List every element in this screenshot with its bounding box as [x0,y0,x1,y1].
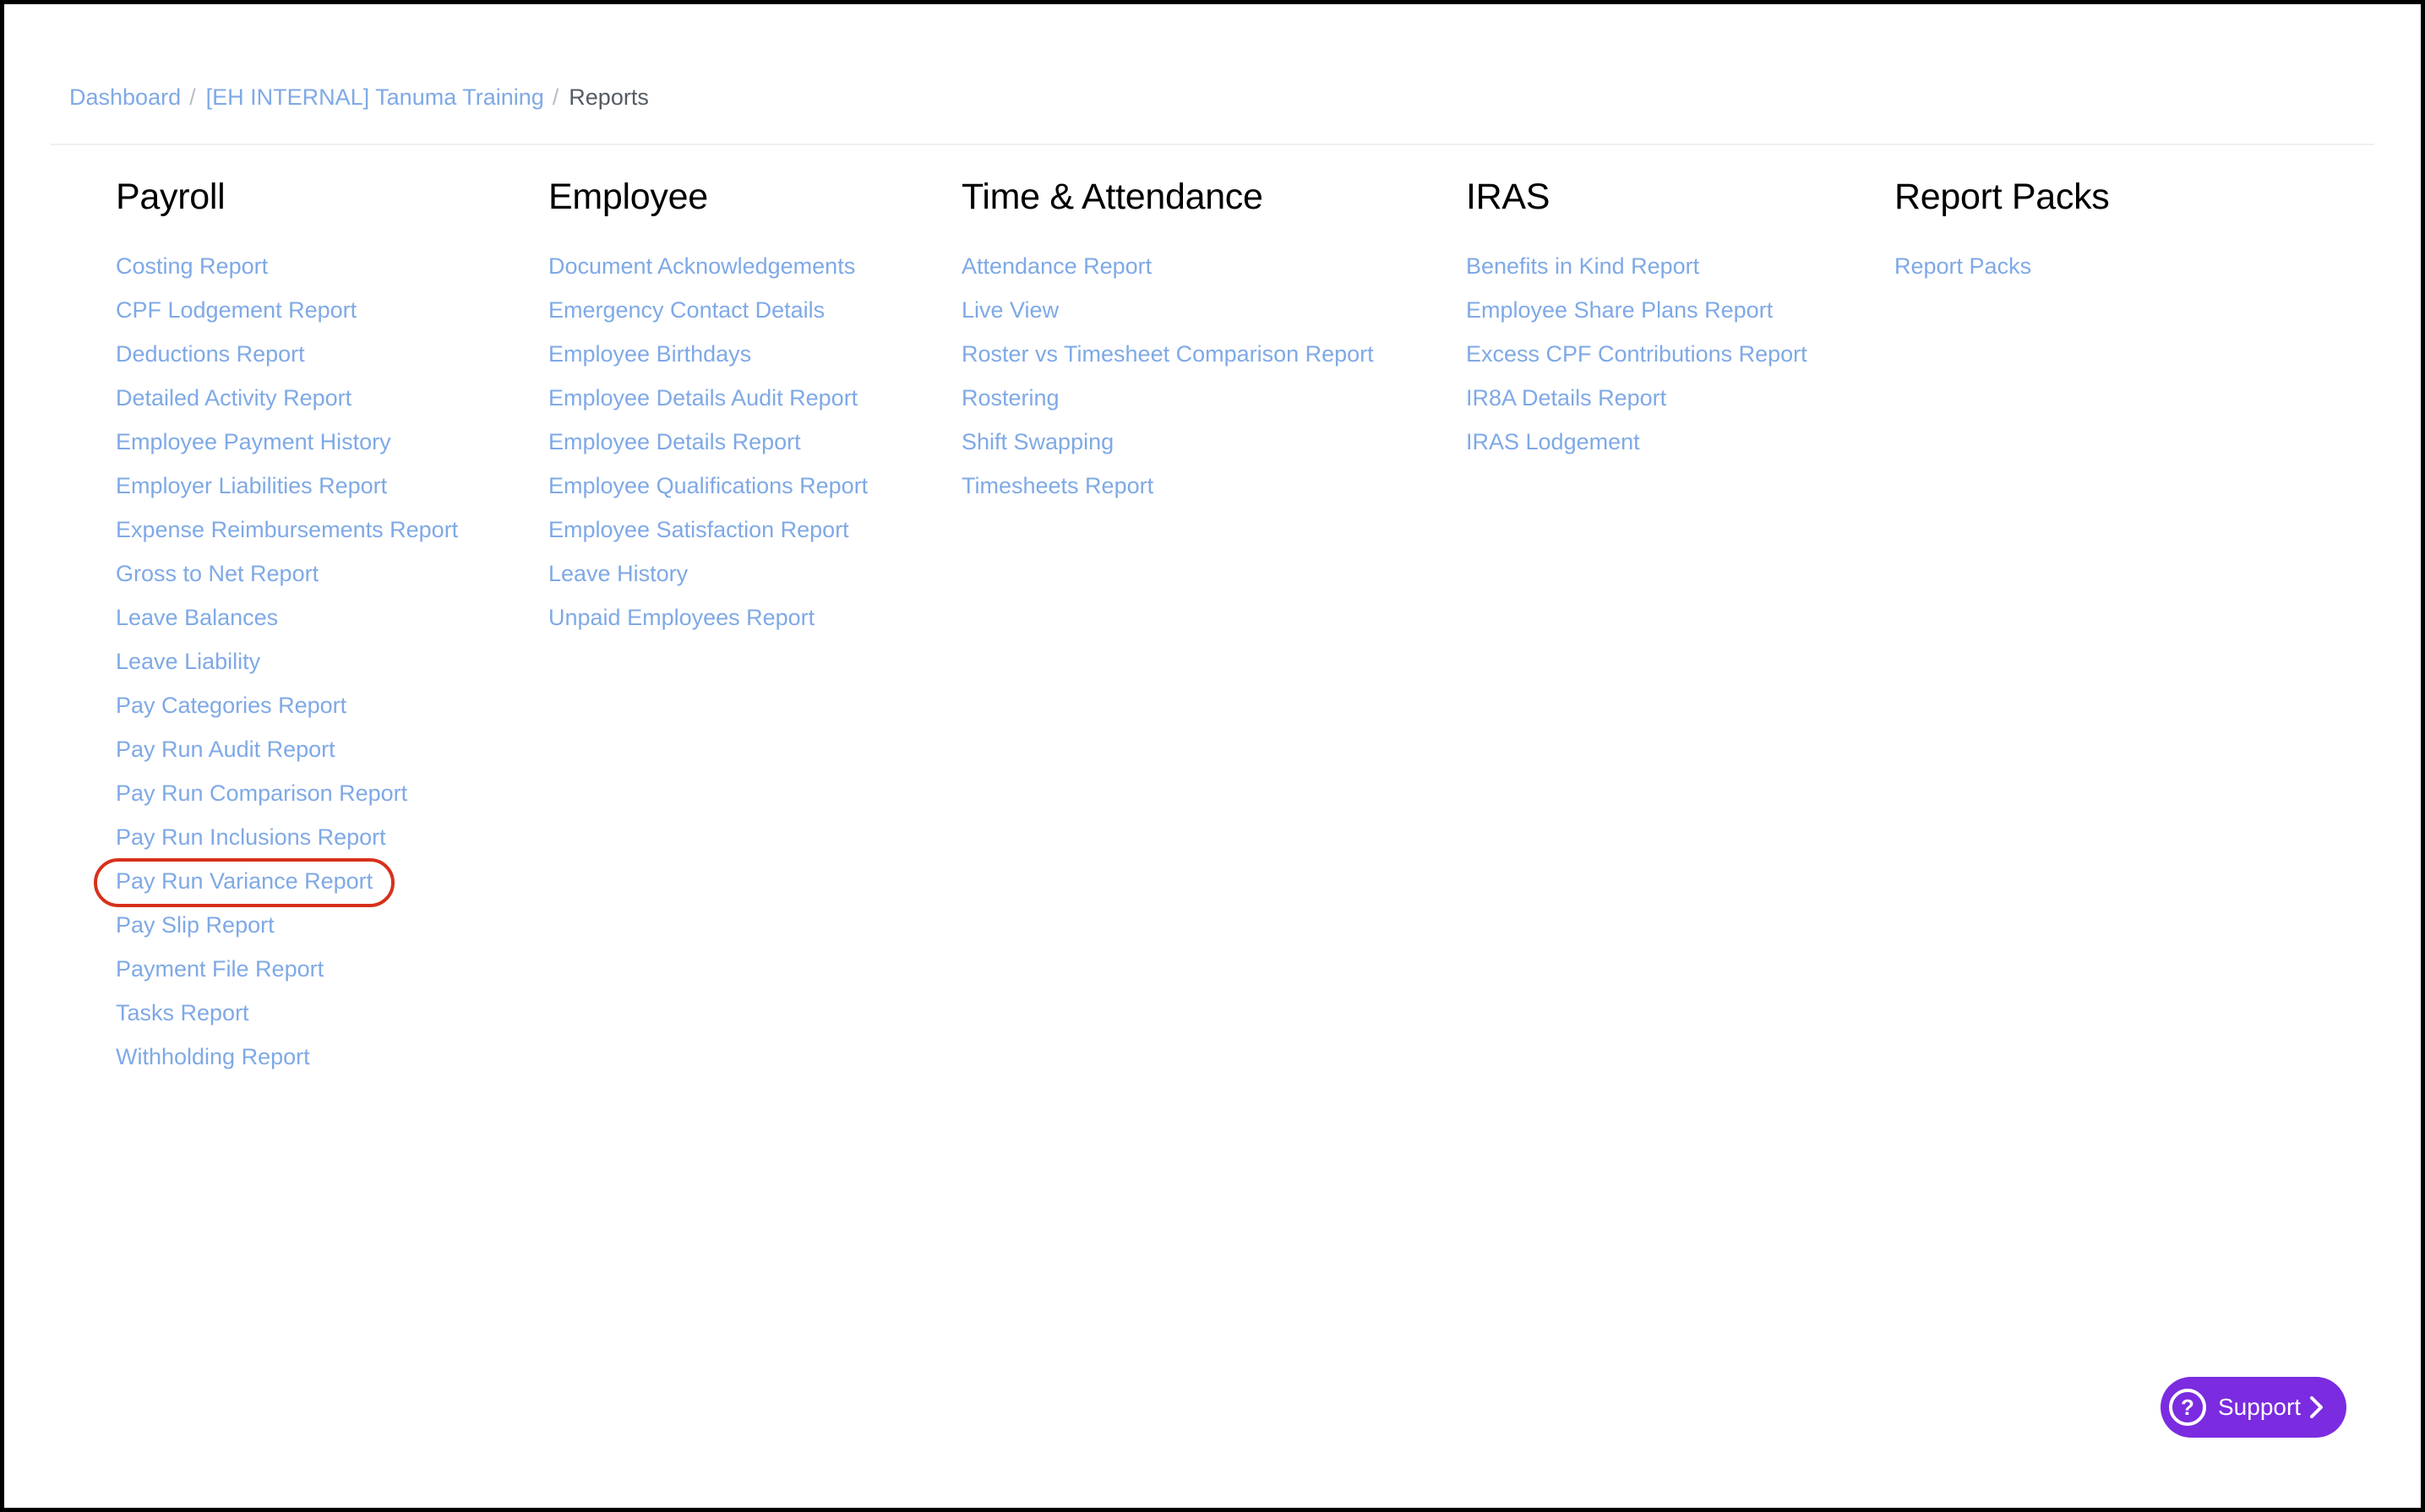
emergency-contact-details-link[interactable]: Emergency Contact Details [548,297,826,323]
report-list-item [548,376,868,420]
time-attendance-report-list [962,244,1374,508]
report-list-item [1466,244,1807,288]
report-list-item [548,552,868,596]
report-packs-list [1894,244,2110,288]
report-list-item [548,332,868,376]
breadcrumb [69,82,649,112]
breadcrumb-separator: / [189,84,196,110]
report-list-item [116,727,458,771]
pay-run-variance-report-link[interactable]: Pay Run Variance Report [116,868,373,894]
report-list-item [116,596,458,639]
expense-reimbursements-report-link[interactable]: Expense Reimbursements Report [116,517,459,542]
report-packs-heading: Report Packs [1894,177,2110,217]
leave-liability-link[interactable]: Leave Liability [116,649,261,674]
report-list-item [116,244,458,288]
report-list-item [548,244,868,288]
support-button[interactable] [2161,1377,2346,1438]
payroll-reports-column [116,173,458,1079]
report-list-item [116,947,458,991]
report-list-item [116,464,458,508]
leave-history-link[interactable]: Leave History [548,561,689,586]
report-list-item [1466,420,1807,464]
report-list-item [116,1035,458,1079]
report-list-item [116,859,458,903]
report-list-item [1466,332,1807,376]
live-view-link[interactable]: Live View [962,297,1060,323]
iras-report-list [1466,244,1807,464]
header-divider [51,144,2374,145]
pay-categories-report-link[interactable]: Pay Categories Report [116,693,347,718]
employee-report-list [548,244,868,639]
report-list-item [962,288,1374,332]
report-list-item [548,464,868,508]
attendance-report-link[interactable]: Attendance Report [962,253,1153,279]
report-list-item [116,552,458,596]
report-list-item [962,332,1374,376]
report-list-item [962,464,1374,508]
ir8a-details-report-link[interactable]: IR8A Details Report [1466,385,1667,411]
report-list-item [116,815,458,859]
page-frame [4,4,2421,1508]
report-list-item [548,288,868,332]
employer-liabilities-report-link[interactable]: Employer Liabilities Report [116,473,388,498]
costing-report-link[interactable]: Costing Report [116,253,269,279]
employee-heading: Employee [548,177,708,217]
report-list-item [962,244,1374,288]
iras-heading: IRAS [1466,177,1550,217]
employee-details-report-link[interactable]: Employee Details Report [548,429,801,454]
employee-payment-history-link[interactable]: Employee Payment History [116,429,391,454]
report-list-item [1466,288,1807,332]
report-list-item [116,288,458,332]
breadcrumb-separator: / [552,84,559,110]
report-list-item [116,376,458,420]
payroll-report-list [116,244,458,1079]
report-packs-column [1894,173,2110,288]
employee-satisfaction-report-link[interactable]: Employee Satisfaction Report [548,517,849,542]
iras-lodgement-link[interactable]: IRAS Lodgement [1466,429,1640,454]
document-acknowledgements-link[interactable]: Document Acknowledgements [548,253,856,279]
payment-file-report-link[interactable]: Payment File Report [116,956,324,982]
leave-balances-link[interactable]: Leave Balances [116,605,279,630]
breadcrumb-current-page: Reports [569,84,649,110]
employee-share-plans-report-link[interactable]: Employee Share Plans Report [1466,297,1774,323]
report-list-item [1894,244,2110,288]
support-label: Support [2218,1394,2302,1420]
time-attendance-reports-column [962,173,1374,508]
tasks-report-link[interactable]: Tasks Report [116,1000,249,1025]
report-list-item [116,639,458,683]
time-attendance-heading: Time & Attendance [962,177,1263,217]
employee-reports-column [548,173,868,639]
rostering-link[interactable]: Rostering [962,385,1060,411]
benefits-in-kind-report-link[interactable]: Benefits in Kind Report [1466,253,1700,279]
deductions-report-link[interactable]: Deductions Report [116,341,305,367]
cpf-lodgement-report-link[interactable]: CPF Lodgement Report [116,297,357,323]
excess-cpf-contributions-report-link[interactable]: Excess CPF Contributions Report [1466,341,1807,367]
roster-vs-timesheet-comparison-report-link[interactable]: Roster vs Timesheet Comparison Report [962,341,1374,367]
report-list-item [548,596,868,639]
employee-birthdays-link[interactable]: Employee Birthdays [548,341,752,367]
report-list-item [962,420,1374,464]
report-packs-link[interactable]: Report Packs [1894,253,2032,279]
pay-run-audit-report-link[interactable]: Pay Run Audit Report [116,737,335,762]
pay-run-comparison-report-link[interactable]: Pay Run Comparison Report [116,780,408,806]
employee-qualifications-report-link[interactable]: Employee Qualifications Report [548,473,869,498]
report-list-item [548,508,868,552]
payroll-heading: Payroll [116,177,226,217]
pay-run-inclusions-report-link[interactable]: Pay Run Inclusions Report [116,824,386,850]
report-list-item [116,420,458,464]
timesheets-report-link[interactable]: Timesheets Report [962,473,1154,498]
breadcrumb-business-link[interactable]: [EH INTERNAL] Tanuma Training [205,84,544,110]
report-list-item [116,903,458,947]
employee-details-audit-report-link[interactable]: Employee Details Audit Report [548,385,858,411]
report-list-item [116,991,458,1035]
report-list-item [116,683,458,727]
report-list-item [116,332,458,376]
pay-slip-report-link[interactable]: Pay Slip Report [116,912,275,938]
report-list-item [962,376,1374,420]
iras-reports-column [1466,173,1807,464]
detailed-activity-report-link[interactable]: Detailed Activity Report [116,385,352,411]
shift-swapping-link[interactable]: Shift Swapping [962,429,1114,454]
report-list-item [116,508,458,552]
gross-to-net-report-link[interactable]: Gross to Net Report [116,561,319,586]
breadcrumb-dashboard-link[interactable]: Dashboard [69,84,182,110]
report-list-item [1466,376,1807,420]
report-list-item [116,771,458,815]
report-list-item [548,420,868,464]
withholding-report-link[interactable]: Withholding Report [116,1044,310,1069]
unpaid-employees-report-link[interactable]: Unpaid Employees Report [548,605,815,630]
chevron-right-icon [2304,1392,2330,1422]
question-circle-icon: ? [2169,1389,2206,1426]
